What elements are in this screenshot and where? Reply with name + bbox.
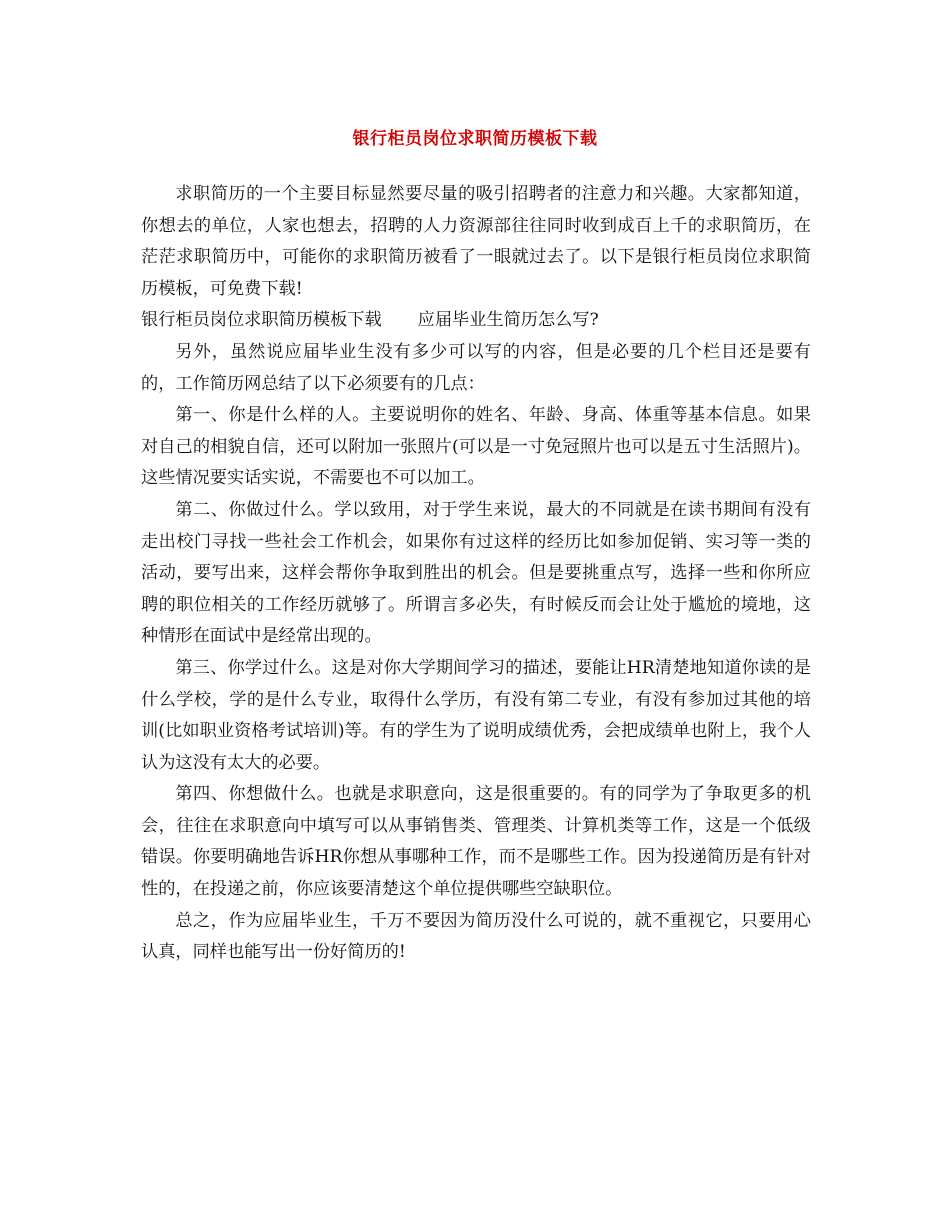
document-title: 银行柜员岗位求职简历模板下载: [352, 129, 598, 149]
paragraph-fourth: 第四、你想做什么。也就是求职意向，这是很重要的。有的同学为了争取更多的机会，往往在求职意向中填写可以从事销售类、管理类、计算机类等工作，这是一个低级错误。你要明确地告诉HR你想从事哪种工作，而不是哪些工作。因为投递简历是有针对性的，在投递之前，你应该要清楚这个单位提供哪些空缺职位。: [141, 784, 811, 900]
paragraph-third: 第三、你学过什么。这是对你大学期间学习的描述，要能让HR清楚地知道你读的是什么学校，学的是什么专业，取得什么学历，有没有第二专业，有没有参加过其他的培训(比如职业资格考试培训)等。有的学生为了说明成绩优秀，会把成绩单也附上，我个人认为这没有太大的必要。: [141, 657, 811, 773]
paragraph-summary: 总之，作为应届毕业生，千万不要因为简历没什么可说的，就不重视它，只要用心认真，同样也能写出一份好简历的!: [141, 910, 811, 963]
paragraph-second: 第二、你做过什么。学以致用，对于学生来说，最大的不同就是在读书期间有没有走出校门寻找一些社会工作机会，如果你有过这样的经历比如参加促销、实习等一类的活动，要写出来，这样会帮你争取到胜出的机会。但是要挑重点写，选择一些和你所应聘的职位相关的工作经历就够了。所谓言多必失，有时候反而会让处于尴尬的境地，这种情形在面试中是经常出现的。: [141, 499, 811, 647]
paragraph-first: 第一、你是什么样的人。主要说明你的姓名、年龄、身高、体重等基本信息。如果对自己的相貌自信，还可以附加一张照片(可以是一寸免冠照片也可以是五寸生活照片)。这些情况要实话实说，不需要也不可以加工。: [141, 405, 811, 489]
document-body: [141, 179, 811, 969]
paragraph-intro: 求职简历的一个主要目标显然要尽量的吸引招聘者的注意力和兴趣。大家都知道，你想去的单位，人家也想去，招聘的人力资源部往往同时收到成百上千的求职简历，在茫茫求职简历中，可能你的求职简历被看了一眼就过去了。以下是银行柜员岗位求职简历模板，可免费下载!: [141, 184, 811, 299]
links-line: [141, 305, 811, 337]
link-resume-template[interactable]: 银行柜员岗位求职简历模板下载: [141, 310, 382, 331]
link-graduate-resume[interactable]: 应届毕业生简历怎么写?: [417, 310, 599, 331]
paragraph-besides: 另外，虽然说应届毕业生没有多少可以写的内容，但是必要的几个栏目还是要有的，工作简历网总结了以下必须要有的几点：: [141, 341, 811, 394]
